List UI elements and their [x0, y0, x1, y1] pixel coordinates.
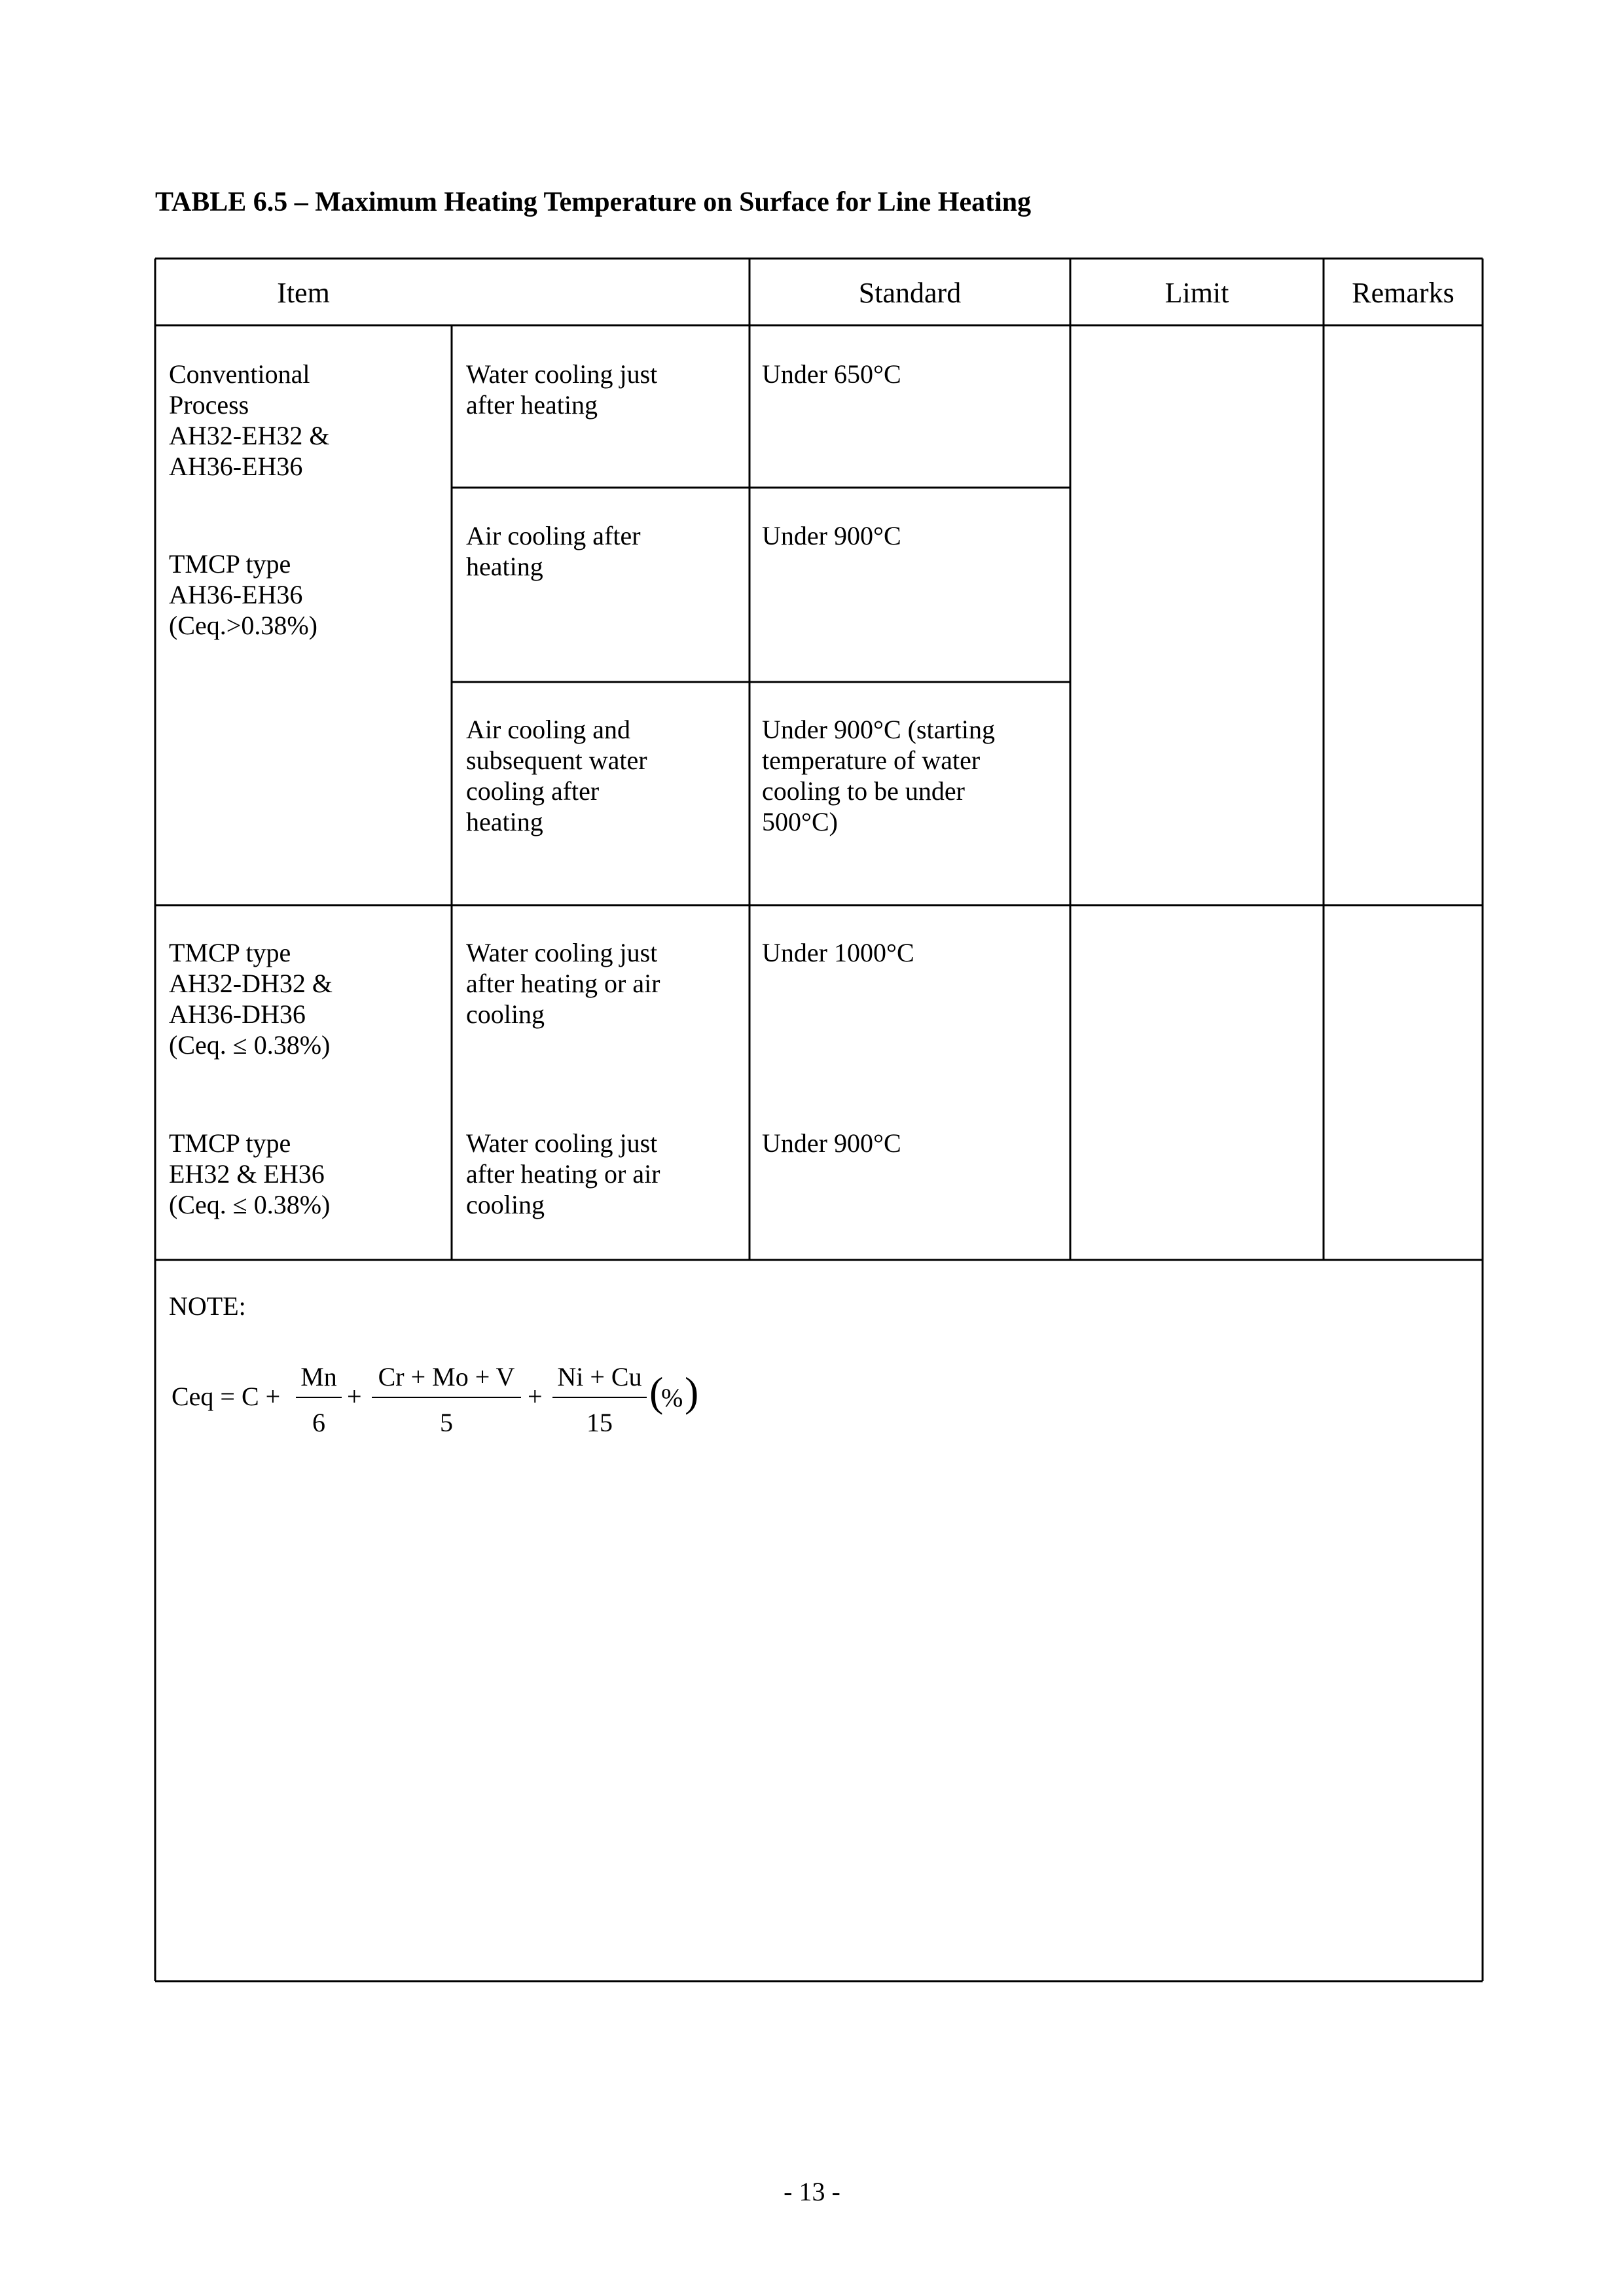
standard-900-starting: Under 900°C (starting temperature of water cooling to be under 500°C) — [762, 715, 995, 836]
material-tmcp-dh: TMCP type AH32-DH32 & AH36-DH36 (Ceq. ≤ 0.38%) — [169, 938, 333, 1060]
method-water-or-air-2: Water cooling just after heating or air cooling — [466, 1128, 660, 1219]
formula-unit: % — [661, 1383, 683, 1412]
material-tmcp-high-ceq: TMCP type AH36-EH36 (Ceq.>0.38%) — [169, 549, 317, 640]
formula-den-5: 5 — [440, 1408, 453, 1437]
formula-den-15: 15 — [586, 1408, 613, 1437]
header-limit: Limit — [1164, 277, 1229, 309]
standard-1000: Under 1000°C — [762, 938, 914, 967]
method-water-cooling: Water cooling just after heating — [466, 359, 658, 420]
note-label: NOTE: — [169, 1291, 246, 1321]
formula-bar-nicu — [552, 1397, 647, 1398]
standard-650: Under 650°C — [762, 359, 901, 389]
formula-open-paren: ( — [649, 1369, 664, 1415]
formula-num-nicu: Ni + Cu — [557, 1362, 642, 1391]
standard-900-eh: Under 900°C — [762, 1128, 901, 1158]
formula-bar-mn — [296, 1397, 342, 1398]
table-title: TABLE 6.5 – Maximum Heating Temperature on Surface for Line Heating — [155, 187, 1032, 217]
formula-plus-2: + — [528, 1382, 543, 1411]
formula-num-mn: Mn — [300, 1362, 337, 1391]
formula-plus-1: + — [347, 1382, 362, 1411]
standard-900: Under 900°C — [762, 521, 901, 550]
header-standard: Standard — [858, 277, 962, 309]
formula-num-crmov: Cr + Mo + V — [378, 1362, 515, 1391]
method-water-or-air-1: Water cooling just after heating or air cooling — [466, 938, 660, 1029]
method-air-cooling: Air cooling after heating — [466, 521, 641, 581]
material-conventional: Conventional Process AH32-EH32 & AH36-EH36 — [169, 359, 330, 481]
method-air-then-water: Air cooling and subsequent water cooling after heating — [466, 715, 647, 836]
formula-bar-crmov — [372, 1397, 521, 1398]
formula-lhs: Ceq = C + — [171, 1382, 281, 1411]
page-number: - 13 - — [784, 2177, 840, 2206]
header-remarks: Remarks — [1352, 277, 1454, 309]
formula-den-6: 6 — [312, 1408, 325, 1437]
formula-close-paren: ) — [685, 1369, 699, 1415]
header-item: Item — [277, 277, 330, 309]
material-tmcp-eh: TMCP type EH32 & EH36 (Ceq. ≤ 0.38%) — [169, 1128, 331, 1219]
